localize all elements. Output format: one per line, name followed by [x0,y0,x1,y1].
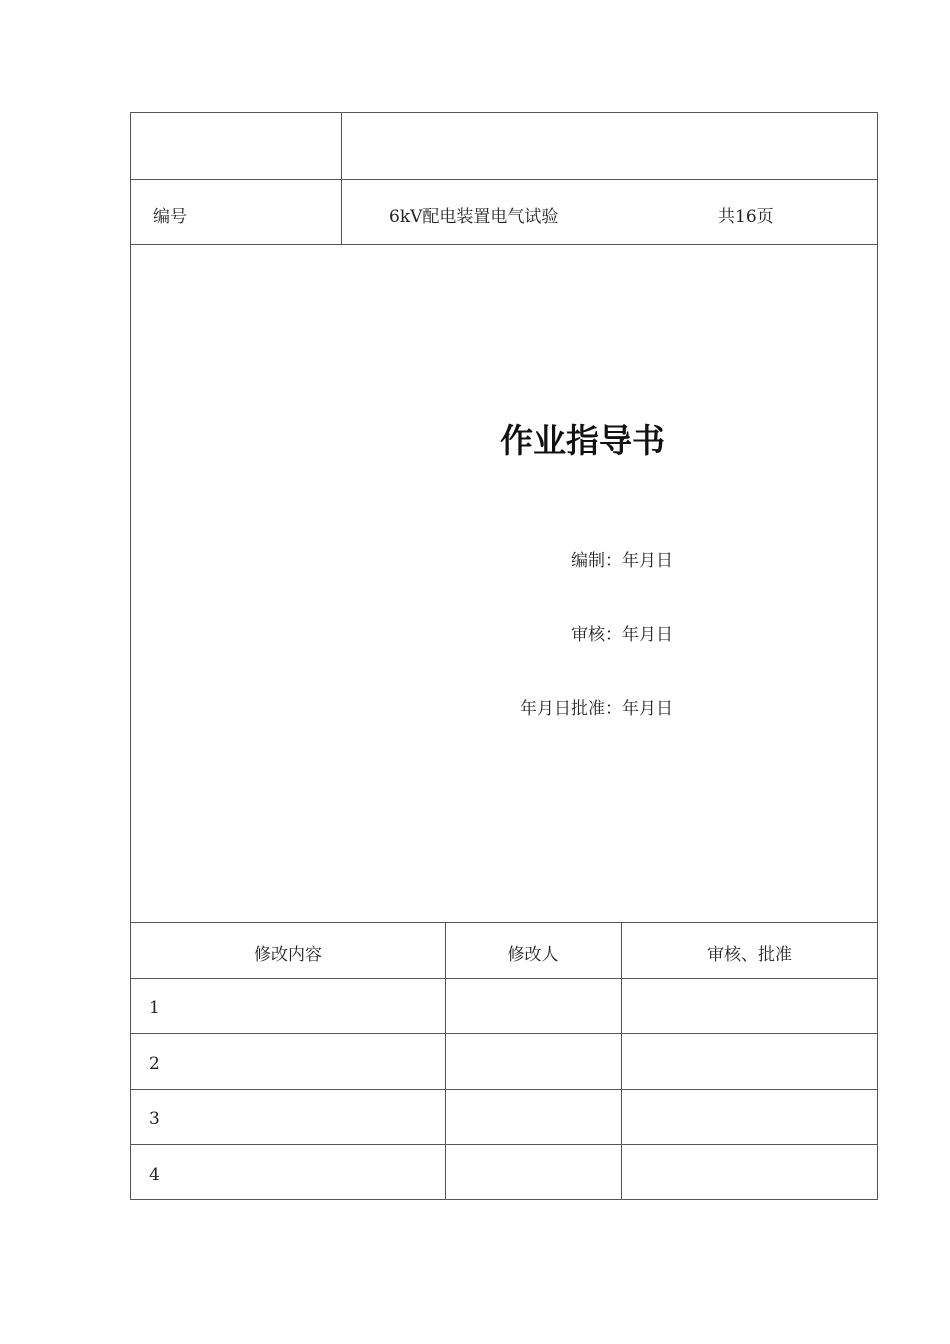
column-header-revision-content: 修改内容 [254,945,322,965]
table-row-number: 3 [149,1109,160,1129]
column-divider [341,113,342,244]
approved-by-line: 年月日批准：年月日 [520,699,673,719]
document-title: 作业指导书 [500,421,665,460]
document-frame [130,112,878,1200]
page-count: 共16页 [718,207,774,227]
reviewed-by-line: 审核：年月日 [571,625,673,645]
column-header-revised-by: 修改人 [507,945,559,965]
row-divider [131,922,877,923]
row-divider [131,978,877,979]
row-divider [131,179,877,180]
row-divider [131,244,877,245]
row-divider [131,1033,877,1034]
document-name: 6kV配电装置电气试验 [389,207,559,227]
document-number-label: 编号 [153,207,187,227]
row-divider [131,1144,877,1145]
table-row-number: 2 [149,1054,160,1074]
column-header-review-approval: 审核、批准 [707,945,792,965]
compiled-by-line: 编制：年月日 [571,551,673,571]
table-row-number: 1 [149,998,160,1018]
table-row-number: 4 [149,1165,160,1185]
row-divider [131,1089,877,1090]
